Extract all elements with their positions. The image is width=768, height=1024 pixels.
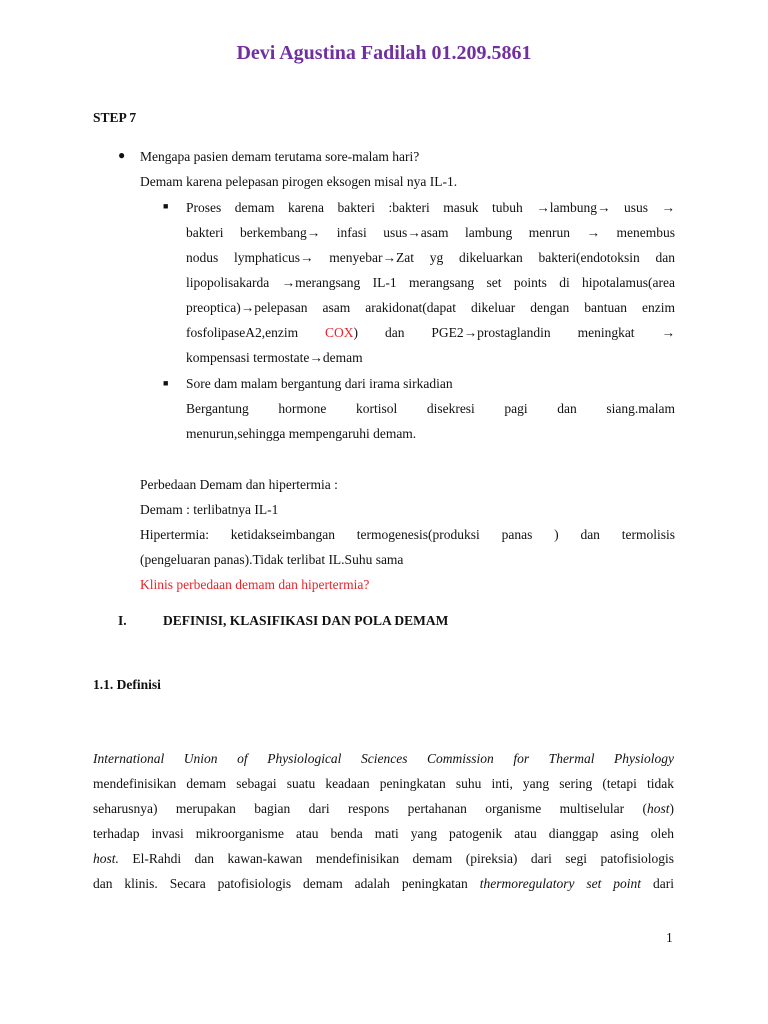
square-bullet-icon: ■: [163, 378, 169, 388]
process-line: preoptica)→pelepasan asam arakidonat(dapat dikeluar dengan bantuan enzim: [186, 300, 675, 315]
process-paragraph: [186, 195, 675, 370]
para-line: [93, 796, 674, 821]
para-italic: International Union of Physiological Sciences Commission for Thermal Physiology: [93, 751, 674, 766]
process-line: nodus lymphaticus→ menyebar→Zat yg dikeluarkan bakteri(endotoksin dan: [186, 250, 675, 265]
cox-highlight: COX: [325, 325, 354, 340]
difference-section: [140, 472, 675, 597]
difference-hipertermia: Hipertermia: ketidakseimbangan termogenesis(produksi panas ) dan termolisis: [140, 527, 675, 542]
process-line: kompensasi termostate→demam: [186, 350, 363, 365]
circadian-line: Sore dam malam bergantung dari irama sirkadian: [186, 376, 453, 391]
square-bullet-icon: ■: [163, 201, 169, 211]
para-text: El-Rahdi dan kawan-kawan mendefinisikan demam (pireksia) dari segi patofisiologis: [118, 851, 674, 866]
circadian-line: Bergantung hormone kortisol disekresi pagi dan siang.malam: [186, 401, 675, 416]
para-text: ): [669, 801, 674, 816]
process-text: fosfolipaseA2,enzim: [186, 325, 299, 340]
process-line: Proses demam karena bakteri :bakteri masuk tubuh →lambung→ usus →: [186, 200, 675, 215]
para-line: [93, 846, 674, 871]
para-text: seharusnya) merupakan bagian dari respons pertahanan organisme multiselular (: [93, 801, 647, 816]
difference-hipertermia: (pengeluaran panas).Tidak terlibat IL.Suhu sama: [140, 552, 404, 567]
para-line: mendefinisikan demam sebagai suatu keadaan peningkatan suhu inti, yang sering (tetapi tidak: [93, 776, 674, 791]
circadian-line: menurun,sehingga mempengaruhi demam.: [186, 426, 417, 441]
para-italic: host: [646, 801, 670, 816]
circadian-paragraph: [186, 371, 675, 446]
difference-demam: Demam : terlibatnya IL-1: [140, 502, 279, 517]
process-text: ) dan PGE2→prostaglandin meningkat →: [353, 325, 675, 340]
section-number: I.: [118, 613, 127, 628]
definition-paragraph: [93, 746, 674, 896]
question-text: Mengapa pasien demam terutama sore-malam hari?: [140, 149, 420, 164]
difference-question: Klinis perbedaan demam dan hipertermia?: [140, 577, 370, 592]
process-line: [186, 320, 675, 345]
para-line: [93, 871, 674, 896]
process-line: lipopolisakarda →merangsang IL-1 merangsang set points di hipotalamus(area: [186, 275, 675, 290]
para-italic: thermoregulatory set point: [479, 876, 642, 891]
para-text: dari: [641, 876, 674, 891]
difference-title: Perbedaan Demam dan hipertermia :: [140, 477, 338, 492]
para-italic: host.: [93, 851, 119, 866]
section-title: DEFINISI, KLASIFIKASI DAN POLA DEMAM: [163, 613, 449, 628]
para-line: [93, 746, 674, 771]
para-line: terhadap invasi mikroorganisme atau benda mati yang patogenik atau dianggap asing oleh: [93, 826, 674, 841]
document-title: Devi Agustina Fadilah 01.209.5861: [236, 42, 532, 64]
bullet-dot-icon: ●: [118, 148, 126, 162]
page-number: 1: [666, 930, 673, 945]
para-text: dan klinis. Secara patofisiologis demam adalah peningkatan: [93, 876, 480, 891]
answer-intro: Demam karena pelepasan pirogen eksogen misal nya IL-1.: [140, 174, 458, 189]
step-heading: STEP 7: [93, 110, 137, 125]
process-line: bakteri berkembang→ infasi usus→asam lambung menrun → menembus: [186, 225, 675, 240]
subsection-title: 1.1. Definisi: [93, 677, 161, 692]
